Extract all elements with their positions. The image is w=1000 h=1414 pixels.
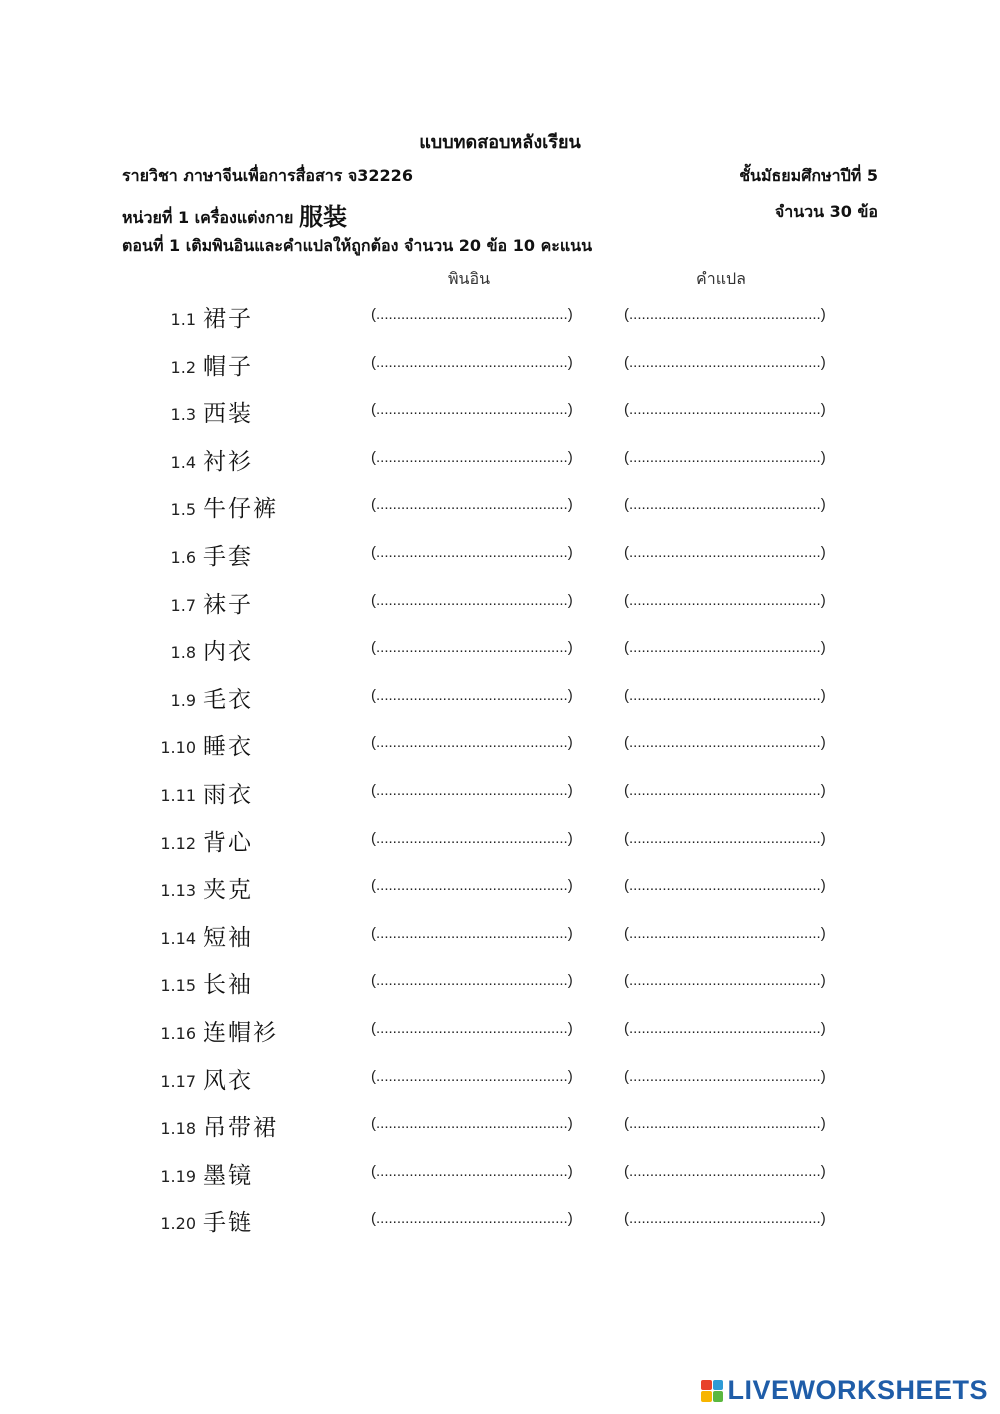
pinyin-answer-field[interactable]: (..............................................) <box>371 306 573 323</box>
question-number: 1.9 <box>170 690 196 710</box>
question-number: 1.17 <box>160 1071 196 1091</box>
question-row <box>0 1105 1000 1153</box>
meaning-answer-field[interactable]: (..............................................) <box>624 1067 826 1085</box>
pinyin-answer-field[interactable]: (..............................................) <box>371 591 573 609</box>
chinese-word: 内衣 <box>203 639 253 666</box>
meaning-answer-field[interactable]: (..............................................) <box>624 829 826 847</box>
question-number: 1.19 <box>160 1166 196 1186</box>
meaning-answer-field[interactable]: (..............................................) <box>624 401 826 419</box>
question-row <box>0 772 1000 820</box>
question-number: 1.1 <box>170 310 196 329</box>
chinese-word: 手链 <box>203 1210 253 1237</box>
meaning-answer-field[interactable]: (..............................................) <box>624 1115 826 1133</box>
question-row <box>0 582 1000 630</box>
meaning-answer-field[interactable]: (..............................................) <box>624 496 826 514</box>
question-number: 1.5 <box>170 500 196 520</box>
pinyin-answer-field[interactable]: (..............................................) <box>371 1162 573 1180</box>
question-number: 1.3 <box>170 405 196 425</box>
question-row <box>0 677 1000 725</box>
question-number: 1.2 <box>170 357 196 377</box>
meaning-answer-field[interactable]: (..............................................) <box>624 924 826 942</box>
meaning-answer-field[interactable]: (..............................................) <box>624 734 826 752</box>
question-row <box>0 629 1000 677</box>
chinese-word: 背心 <box>203 829 253 856</box>
chinese-word: 袜子 <box>203 591 253 618</box>
pinyin-answer-field[interactable]: (..............................................) <box>371 448 573 466</box>
chinese-word: 裙子 <box>203 306 253 332</box>
meaning-answer-field[interactable]: (..............................................) <box>624 972 826 990</box>
pinyin-answer-field[interactable]: (..............................................) <box>371 543 573 561</box>
question-row <box>0 724 1000 772</box>
question-number: 1.15 <box>160 976 196 996</box>
question-number: 1.18 <box>160 1119 196 1139</box>
chinese-word: 连帽衫 <box>203 1019 278 1046</box>
liveworksheets-logo-icon <box>701 1380 723 1402</box>
pinyin-answer-field[interactable]: (..............................................) <box>371 781 573 799</box>
question-number: 1.12 <box>160 833 196 853</box>
question-row <box>0 439 1000 487</box>
pinyin-answer-field[interactable]: (..............................................) <box>371 734 573 752</box>
question-number: 1.11 <box>160 785 196 805</box>
chinese-word: 墨镜 <box>203 1162 253 1189</box>
pinyin-answer-field[interactable]: (..............................................) <box>371 972 573 990</box>
question-row <box>0 867 1000 915</box>
question-number: 1.10 <box>160 738 196 758</box>
meaning-answer-field[interactable]: (..............................................) <box>624 1019 826 1037</box>
question-row <box>0 1058 1000 1106</box>
pinyin-answer-field[interactable]: (..............................................) <box>371 1115 573 1133</box>
question-number: 1.6 <box>170 547 196 567</box>
chinese-word: 西装 <box>203 401 253 428</box>
question-number: 1.7 <box>170 595 196 615</box>
worksheet-title: แบบทดสอบหลังเรียน <box>419 132 581 153</box>
pinyin-answer-field[interactable]: (..............................................) <box>371 1019 573 1037</box>
question-number: 1.8 <box>170 643 196 663</box>
meaning-answer-field[interactable]: (..............................................) <box>624 686 826 704</box>
chinese-word: 夹克 <box>203 877 253 904</box>
pinyin-answer-field[interactable]: (..............................................) <box>371 353 573 371</box>
pinyin-column-header: พินอิน <box>448 269 491 288</box>
pinyin-answer-field[interactable]: (..............................................) <box>371 1067 573 1085</box>
pinyin-answer-field[interactable]: (..............................................) <box>371 1210 573 1228</box>
meaning-answer-field[interactable]: (..............................................) <box>624 1162 826 1180</box>
pinyin-answer-field[interactable]: (..............................................) <box>371 877 573 895</box>
chinese-word: 牛仔裤 <box>203 496 278 523</box>
meaning-answer-field[interactable]: (..............................................) <box>624 781 826 799</box>
grade-label: ชั้นมัธยมศึกษาปีที่ 5 <box>739 166 878 185</box>
unit-prefix: หน่วยที่ 1 เครื่องแต่งกาย <box>122 208 294 227</box>
pinyin-answer-field[interactable]: (..............................................) <box>371 924 573 942</box>
question-row <box>0 1153 1000 1201</box>
part-instruction: ตอนที่ 1 เติมพินอินและคำแปลให้ถูกต้อง จำนวน 20 ข้อ 10 คะแนน <box>122 236 593 255</box>
unit-chinese-title: 服装 <box>299 203 347 231</box>
chinese-word: 短袖 <box>203 924 253 951</box>
meaning-column-header: คำแปล <box>696 269 746 288</box>
unit-label <box>122 197 347 232</box>
chinese-word: 睡衣 <box>203 734 253 761</box>
question-number: 1.14 <box>160 928 196 948</box>
question-row <box>0 391 1000 439</box>
question-row <box>0 296 1000 344</box>
question-row <box>0 962 1000 1010</box>
chinese-word: 衬衫 <box>203 448 253 475</box>
meaning-answer-field[interactable]: (..............................................) <box>624 591 826 609</box>
pinyin-answer-field[interactable]: (..............................................) <box>371 829 573 847</box>
question-row <box>0 915 1000 963</box>
pinyin-answer-field[interactable]: (..............................................) <box>371 401 573 419</box>
question-row <box>0 1010 1000 1058</box>
brand-name: LIVEWORKSHEETS <box>727 1375 988 1405</box>
question-list <box>0 296 1000 1248</box>
meaning-answer-field[interactable]: (..............................................) <box>624 353 826 371</box>
question-row <box>0 344 1000 392</box>
chinese-word: 吊带裙 <box>203 1115 278 1142</box>
question-row <box>0 534 1000 582</box>
question-number: 1.16 <box>160 1023 196 1043</box>
subject-label: รายวิชา ภาษาจีนเพื่อการสื่อสาร จ32226 <box>122 166 413 185</box>
chinese-word: 雨衣 <box>203 781 253 808</box>
total-questions-label: จำนวน 30 ข้อ <box>774 202 878 221</box>
chinese-word: 风衣 <box>203 1067 253 1094</box>
meaning-answer-field[interactable]: (..............................................) <box>624 639 826 657</box>
question-number: 1.4 <box>170 452 196 472</box>
question-row <box>0 1200 1000 1248</box>
meaning-answer-field[interactable]: (..............................................) <box>624 1210 826 1228</box>
meaning-answer-field[interactable]: (..............................................) <box>624 306 826 323</box>
pinyin-answer-field[interactable]: (..............................................) <box>371 639 573 657</box>
meaning-answer-field[interactable]: (..............................................) <box>624 448 826 466</box>
chinese-word: 长袖 <box>203 972 253 999</box>
pinyin-answer-field[interactable]: (..............................................) <box>371 686 573 704</box>
chinese-word: 毛衣 <box>203 686 253 713</box>
chinese-word: 手套 <box>203 543 253 570</box>
chinese-word: 帽子 <box>203 353 253 380</box>
question-number: 1.20 <box>160 1214 196 1234</box>
liveworksheets-brand <box>701 1375 988 1406</box>
question-row <box>0 820 1000 868</box>
pinyin-answer-field[interactable]: (..............................................) <box>371 496 573 514</box>
question-number: 1.13 <box>160 881 196 901</box>
meaning-answer-field[interactable]: (..............................................) <box>624 543 826 561</box>
meaning-answer-field[interactable]: (..............................................) <box>624 877 826 895</box>
question-row <box>0 486 1000 534</box>
